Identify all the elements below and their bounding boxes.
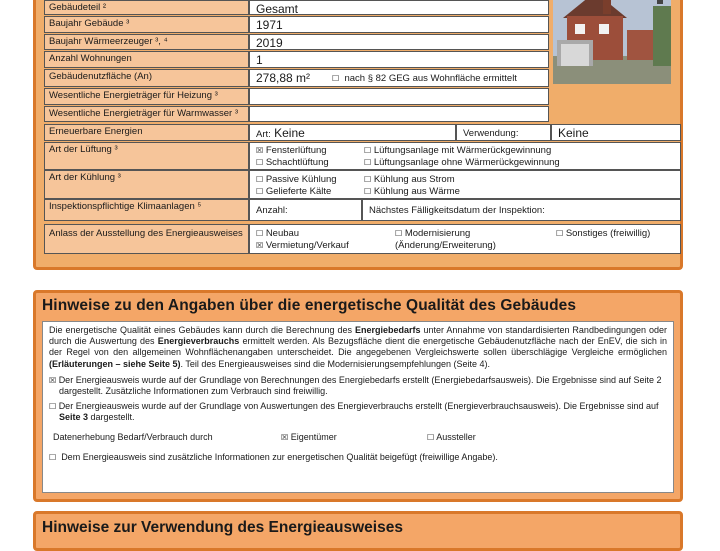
ventilation-option-shaft: ☐ Schachtlüftung: [256, 157, 329, 168]
hints-issuer-option: ☐ Aussteller: [427, 431, 476, 442]
label-building-part: Gebäudeteil ²: [44, 0, 249, 15]
usage-panel: [33, 511, 683, 551]
label-heating-carrier: Wesentliche Energieträger für Heizung ³: [44, 88, 249, 105]
value-area-box: [249, 69, 549, 87]
reason-box: [249, 224, 681, 254]
reason-option-modernization: ☐ Modernisierung (Änderung/Erweiterung): [395, 228, 496, 251]
renewable-art-value: Keine: [274, 126, 305, 140]
hints-title: Hinweise zu den Angaben über die energetische Qualität des Gebäudes: [42, 297, 577, 314]
hints-intro: Die energetische Qualität eines Gebäudes kann durch die Berechnung des Energiebedarfs unter Annahme von standardisierten Randbedingungen oder durch die Auswertung des Energieverbrauchs ermittelt werden. Als Bezugsfläche dient die energetische Gebäudenutzfläche nach der EnEV, die sich in der Regel von den allgemeinen Wohnflächenangaben unterscheidet. Die angegebenen Vergleichswerte sollen überschlägige Vergleiche ermöglichen (Erläuterungen – siehe Seite 5). Teil des Energieausweises sind die Modernisierungsempfehlungen (Seite 4).: [49, 325, 667, 369]
label-water-carrier: Wesentliche Energieträger für Warmwasser ³: [44, 106, 249, 122]
hints-owner-option: ☒ Eigentümer: [281, 431, 337, 442]
label-cooling: Art der Kühlung ³: [44, 170, 249, 199]
value-area: 278,88 m²: [256, 71, 311, 85]
hints-option-consumption: ☐ Der Energieausweis wurde auf der Grundlage von Auswertungen des Energieverbrauchs erstellt (Energieverbrauchsausweis). Die Ergebnisse sind auf Seite 3 dargestellt.: [49, 401, 659, 423]
renewable-art-box: [249, 124, 456, 141]
ventilation-box: [249, 142, 681, 170]
cooling-option-heat: ☐ Kühlung aus Wärme: [364, 186, 460, 197]
area-note: ☐ nach § 82 GEG aus Wohnfläche ermittelt: [332, 73, 517, 84]
cooling-box: [249, 170, 681, 199]
reason-option-rental: ☒ Vermietung/Verkauf: [256, 240, 349, 251]
value-heating-carrier: [249, 88, 549, 105]
hints-collection-row: [49, 432, 667, 446]
ventilation-option-window: ☒ Fensterlüftung: [256, 145, 327, 156]
hints-extra-info: ☐ Dem Energieausweis sind zusätzliche Informationen zur energetischen Qualität beigefügt (freiwillige Angabe).: [49, 451, 498, 462]
ac-due-label: Nächstes Fälligkeitsdatum der Inspektion:: [362, 199, 681, 221]
value-units: 1: [249, 51, 549, 68]
value-year-building: 1971: [249, 16, 549, 33]
ventilation-option-with-recovery: ☐ Lüftungsanlage mit Wärmerückgewinnung: [364, 145, 552, 156]
value-year-heating: 2019: [249, 34, 549, 50]
label-units: Anzahl Wohnungen: [44, 51, 249, 68]
renewable-use-value: Keine: [551, 124, 681, 141]
label-ventilation: Art der Lüftung ³: [44, 142, 249, 170]
value-building-part: Gesamt: [249, 0, 549, 15]
label-reason: Anlass der Ausstellung des Energieausweises: [44, 224, 249, 254]
building-data-panel: [33, 0, 683, 270]
hints-panel: [33, 290, 683, 502]
usage-title: Hinweise zur Verwendung des Energieausweises: [42, 519, 403, 536]
cooling-option-passive: ☐ Passive Kühlung: [256, 174, 337, 185]
renewable-use-label: Verwendung:: [456, 124, 551, 141]
label-ac: Inspektionspflichtige Klimaanlagen ⁵: [44, 199, 249, 221]
value-water-carrier: [249, 106, 549, 122]
label-year-heating: Baujahr Wärmeerzeuger ³, ⁴: [44, 34, 249, 50]
hints-option-demand: ☒ Der Energieausweis wurde auf der Grundlage von Berechnungen des Energiebedarfs erstellt (Energiebedarfsausweis). Die Ergebnisse sind auf Seite 2 dargestellt. Zusätzliche Informationen zum Verbrauch sind freiwillig.: [49, 374, 662, 397]
reason-option-new: ☐ Neubau: [256, 228, 300, 239]
cooling-option-electric: ☐ Kühlung aus Strom: [364, 174, 455, 185]
ventilation-option-without-recovery: ☐ Lüftungsanlage ohne Wärmerückgewinnung: [364, 157, 560, 168]
building-photo: [553, 0, 671, 84]
label-area: Gebäudenutzfläche (An): [44, 69, 249, 87]
label-year-building: Baujahr Gebäude ³: [44, 16, 249, 33]
hints-collection-label: Datenerhebung Bedarf/Verbrauch durch: [53, 431, 213, 442]
renewable-art-label: Art:: [256, 129, 271, 140]
label-renewable: Erneuerbare Energien: [44, 124, 249, 141]
reason-option-other: ☐ Sonstiges (freiwillig): [556, 228, 651, 239]
cooling-option-delivered: ☐ Gelieferte Kälte: [256, 186, 332, 197]
hints-body: [42, 321, 674, 493]
ac-count-label: Anzahl:: [249, 199, 362, 221]
